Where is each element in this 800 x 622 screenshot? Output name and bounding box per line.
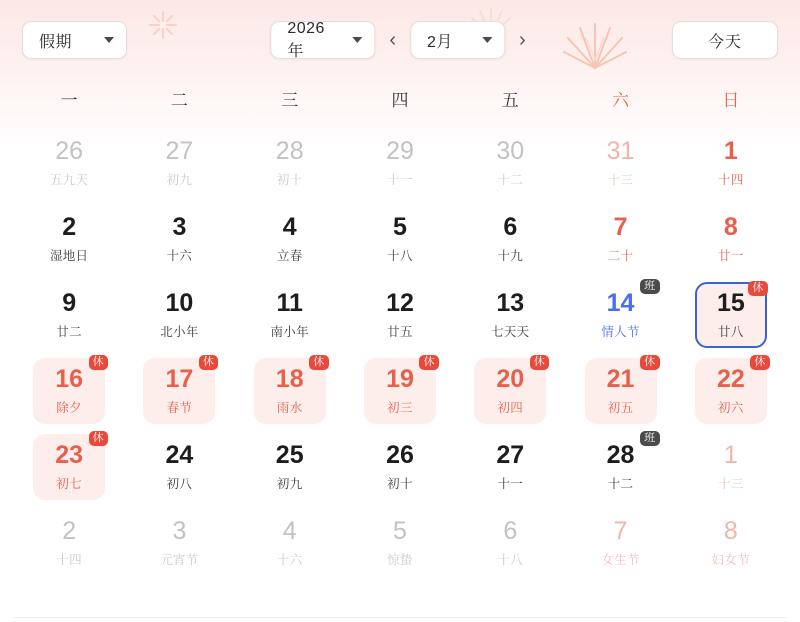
- day-number: 20: [496, 365, 525, 394]
- weekday-label-5: 六: [612, 91, 630, 110]
- day-lunar-label: 初四: [497, 400, 524, 415]
- day-number: 22: [716, 365, 745, 394]
- weekday-label-0: 一: [60, 91, 78, 110]
- day-number: 24: [165, 441, 194, 470]
- day-lunar-label: 廿二: [56, 324, 82, 339]
- day-number: 27: [165, 137, 194, 166]
- day-cell-inner: [364, 206, 436, 272]
- workday-badge: 班: [640, 431, 660, 446]
- day-cell-inner: [695, 510, 767, 576]
- day-lunar-label: 十八: [387, 248, 413, 263]
- day-cell-inner: [33, 358, 105, 424]
- day-lunar-label: 廿一: [718, 248, 744, 263]
- chevron-down-icon: [104, 37, 114, 43]
- day-lunar-label: 初十: [387, 476, 413, 491]
- day-number: 15: [716, 289, 745, 318]
- calendar-day-cell[interactable]: [455, 277, 565, 353]
- day-number: 7: [613, 213, 628, 242]
- day-lunar-label: 十六: [166, 248, 193, 263]
- day-number: 28: [606, 441, 635, 470]
- calendar-day-cell[interactable]: [455, 429, 565, 505]
- day-cell-inner: [585, 434, 657, 500]
- day-lunar-label: 十一: [497, 476, 524, 491]
- day-number: 7: [613, 517, 628, 546]
- day-lunar-label: 初八: [166, 476, 193, 491]
- calendar-day-cell[interactable]: [345, 277, 455, 353]
- day-lunar-label: 初七: [56, 476, 82, 491]
- restday-badge: 休: [309, 355, 329, 370]
- chevron-down-icon: [482, 37, 492, 43]
- day-cell-inner: [585, 510, 657, 576]
- day-lunar-label: 初十: [276, 172, 303, 187]
- day-number: 17: [165, 365, 194, 394]
- day-number: 3: [172, 517, 187, 546]
- day-lunar-label: 雨水: [276, 400, 303, 415]
- restday-badge: 休: [750, 355, 770, 370]
- calendar-day-cell[interactable]: [14, 125, 124, 201]
- day-cell-inner: [364, 510, 436, 576]
- calendar-day-cell[interactable]: [345, 353, 455, 429]
- day-lunar-label: 女生节: [601, 552, 640, 567]
- day-number: 5: [393, 517, 407, 546]
- day-lunar-label: 北小年: [160, 324, 199, 339]
- day-number: 29: [386, 137, 414, 166]
- day-cell-inner: [33, 282, 105, 348]
- calendar-day-cell[interactable]: [676, 125, 786, 201]
- day-lunar-label: 湿地日: [49, 248, 89, 263]
- calendar-day-cell[interactable]: [235, 277, 345, 353]
- day-cell-inner: [695, 130, 767, 196]
- day-number: 5: [393, 213, 407, 242]
- day-lunar-label: 十三: [718, 476, 744, 491]
- holiday-filter-select[interactable]: [22, 21, 127, 59]
- calendar-day-cell[interactable]: [565, 429, 675, 505]
- calendar-day-cell[interactable]: [565, 505, 675, 581]
- day-number: 2: [62, 517, 77, 546]
- weekday-label-2: 三: [281, 91, 299, 110]
- day-cell-inner: [143, 282, 215, 348]
- calendar-day-cell[interactable]: [124, 201, 234, 277]
- day-cell-inner: [143, 358, 215, 424]
- calendar-day-cell[interactable]: [235, 201, 345, 277]
- day-cell-inner: [143, 510, 215, 576]
- day-number: 4: [282, 517, 297, 546]
- calendar-grid: [0, 125, 800, 581]
- day-cell-inner: [254, 510, 326, 576]
- day-cell-inner: [695, 206, 767, 272]
- day-cell-inner: [254, 282, 326, 348]
- calendar-day-cell[interactable]: [124, 505, 234, 581]
- day-number: 3: [172, 213, 187, 242]
- day-lunar-label: 初六: [718, 400, 744, 415]
- calendar-day-cell[interactable]: [565, 277, 675, 353]
- weekday-header: [0, 80, 800, 125]
- day-lunar-label: 立春: [276, 248, 303, 263]
- day-lunar-label: 十二: [607, 476, 634, 491]
- day-cell-inner: [695, 434, 767, 500]
- day-lunar-label: 五九天: [49, 172, 89, 187]
- day-lunar-label: 初三: [387, 400, 413, 415]
- day-cell-inner: [474, 130, 546, 196]
- restday-badge: 休: [199, 355, 219, 370]
- day-lunar-label: 廿五: [387, 324, 413, 339]
- calendar-day-cell[interactable]: [14, 201, 124, 277]
- day-cell-inner: [474, 206, 546, 272]
- weekday-label-4: 五: [501, 91, 519, 110]
- day-lunar-label: 春节: [166, 400, 193, 415]
- prev-month-button[interactable]: ‹: [389, 29, 396, 51]
- day-number: 27: [496, 441, 525, 470]
- month-label: 2月: [427, 33, 453, 51]
- day-cell-inner: [143, 130, 215, 196]
- day-lunar-label: 廿八: [718, 324, 744, 339]
- calendar-day-cell[interactable]: [455, 353, 565, 429]
- holiday-filter-label: 假期: [39, 33, 73, 51]
- day-cell-inner: [33, 206, 105, 272]
- day-lunar-label: 十二: [497, 172, 524, 187]
- calendar-day-cell[interactable]: [345, 429, 455, 505]
- calendar-day-cell[interactable]: [14, 429, 124, 505]
- day-cell-inner: [143, 206, 215, 272]
- day-cell-inner: [585, 130, 657, 196]
- day-cell-inner: [585, 206, 657, 272]
- calendar-day-cell[interactable]: [235, 353, 345, 429]
- year-select[interactable]: [270, 21, 375, 59]
- calendar-day-cell[interactable]: [565, 125, 675, 201]
- day-number: 25: [275, 441, 304, 470]
- calendar-day-cell[interactable]: [124, 125, 234, 201]
- weekday-label-6: 日: [722, 91, 740, 110]
- firework-icon: [560, 8, 630, 74]
- day-cell-inner: [474, 510, 546, 576]
- day-lunar-label: 十四: [718, 172, 744, 187]
- day-cell-inner: [585, 358, 657, 424]
- restday-badge: 休: [89, 355, 109, 370]
- day-lunar-label: 初五: [607, 400, 634, 415]
- day-cell-inner: [254, 130, 326, 196]
- next-month-button[interactable]: ›: [519, 29, 526, 51]
- day-lunar-label: 妇女节: [711, 552, 751, 567]
- restday-badge: 休: [419, 355, 439, 370]
- day-number: 21: [606, 365, 635, 394]
- calendar-day-cell[interactable]: [455, 125, 565, 201]
- day-number: 12: [386, 289, 414, 318]
- day-cell-inner: [143, 434, 215, 500]
- day-number: 9: [62, 289, 77, 318]
- year-label: 2026年: [287, 19, 325, 60]
- date-navigation: [270, 21, 529, 59]
- bottom-divider: [14, 617, 786, 618]
- calendar-day-cell[interactable]: [676, 201, 786, 277]
- day-lunar-label: 初九: [276, 476, 303, 491]
- restday-badge: 休: [640, 355, 660, 370]
- day-number: 28: [275, 137, 304, 166]
- day-lunar-label: 七天天: [491, 324, 530, 339]
- day-cell-inner: [474, 282, 546, 348]
- calendar-day-cell[interactable]: [124, 277, 234, 353]
- restday-badge: 休: [89, 431, 109, 446]
- day-number: 26: [55, 137, 84, 166]
- day-lunar-label: 南小年: [270, 324, 309, 339]
- calendar-day-cell[interactable]: [124, 353, 234, 429]
- day-cell-inner: [695, 282, 767, 348]
- day-number: 30: [496, 137, 525, 166]
- day-cell-inner: [254, 358, 326, 424]
- day-cell-inner: [254, 434, 326, 500]
- calendar-day-cell[interactable]: [455, 201, 565, 277]
- calendar-day-cell[interactable]: [14, 505, 124, 581]
- calendar-day-cell[interactable]: [345, 125, 455, 201]
- calendar-day-cell[interactable]: [565, 201, 675, 277]
- day-lunar-label: 二十: [607, 248, 634, 263]
- day-number: 19: [386, 365, 414, 394]
- calendar-day-cell[interactable]: [565, 353, 675, 429]
- day-number: 13: [496, 289, 525, 318]
- day-number: 2: [62, 213, 77, 242]
- day-number: 1: [723, 441, 738, 470]
- calendar-day-cell[interactable]: [235, 505, 345, 581]
- day-number: 1: [723, 137, 738, 166]
- day-lunar-label: 十一: [387, 172, 413, 187]
- calendar-day-cell[interactable]: [676, 277, 786, 353]
- day-lunar-label: 十三: [607, 172, 634, 187]
- day-number: 14: [606, 289, 635, 318]
- calendar-day-cell[interactable]: [676, 353, 786, 429]
- day-number: 16: [55, 365, 84, 394]
- day-number: 6: [503, 517, 518, 546]
- day-lunar-label: 除夕: [56, 400, 82, 415]
- month-select[interactable]: [410, 21, 505, 59]
- day-cell-inner: [364, 130, 436, 196]
- sparkle-icon: [146, 8, 180, 42]
- day-cell-inner: [695, 358, 767, 424]
- workday-badge: 班: [640, 279, 660, 294]
- day-lunar-label: 元宵节: [160, 552, 199, 567]
- day-cell-inner: [364, 358, 436, 424]
- day-lunar-label: 十四: [56, 552, 82, 567]
- day-cell-inner: [254, 206, 326, 272]
- weekday-label-1: 二: [170, 91, 188, 110]
- day-number: 31: [606, 137, 635, 166]
- calendar-day-cell[interactable]: [14, 353, 124, 429]
- day-lunar-label: 情人节: [601, 324, 640, 339]
- day-lunar-label: 十九: [497, 248, 524, 263]
- day-cell-inner: [585, 282, 657, 348]
- calendar-day-cell[interactable]: [235, 429, 345, 505]
- day-cell-inner: [474, 358, 546, 424]
- day-cell-inner: [364, 434, 436, 500]
- day-number: 4: [282, 213, 297, 242]
- day-cell-inner: [33, 130, 105, 196]
- calendar-day-cell[interactable]: [235, 125, 345, 201]
- calendar-day-cell[interactable]: [676, 429, 786, 505]
- weekday-label-3: 四: [391, 91, 409, 110]
- day-cell-inner: [33, 510, 105, 576]
- day-number: 23: [55, 441, 84, 470]
- restday-badge: 休: [748, 281, 768, 296]
- calendar-toolbar: [0, 0, 800, 80]
- calendar-day-cell[interactable]: [345, 201, 455, 277]
- day-number: 18: [275, 365, 304, 394]
- day-lunar-label: 十八: [497, 552, 524, 567]
- day-cell-inner: [364, 282, 436, 348]
- day-number: 6: [503, 213, 518, 242]
- today-button[interactable]: 今天: [672, 21, 778, 59]
- day-lunar-label: 惊蛰: [387, 552, 413, 567]
- day-number: 26: [386, 441, 414, 470]
- restday-badge: 休: [530, 355, 550, 370]
- day-lunar-label: 初九: [166, 172, 193, 187]
- day-lunar-label: 十六: [276, 552, 303, 567]
- day-number: 11: [276, 289, 303, 318]
- day-number: 10: [165, 289, 194, 318]
- chevron-down-icon: [352, 37, 362, 43]
- day-number: 8: [723, 213, 738, 242]
- calendar-day-cell[interactable]: [455, 505, 565, 581]
- calendar-day-cell[interactable]: [676, 505, 786, 581]
- day-number: 8: [723, 517, 738, 546]
- calendar-day-cell[interactable]: [124, 429, 234, 505]
- calendar-day-cell[interactable]: [345, 505, 455, 581]
- calendar-day-cell[interactable]: [14, 277, 124, 353]
- day-cell-inner: [33, 434, 105, 500]
- day-cell-inner: [474, 434, 546, 500]
